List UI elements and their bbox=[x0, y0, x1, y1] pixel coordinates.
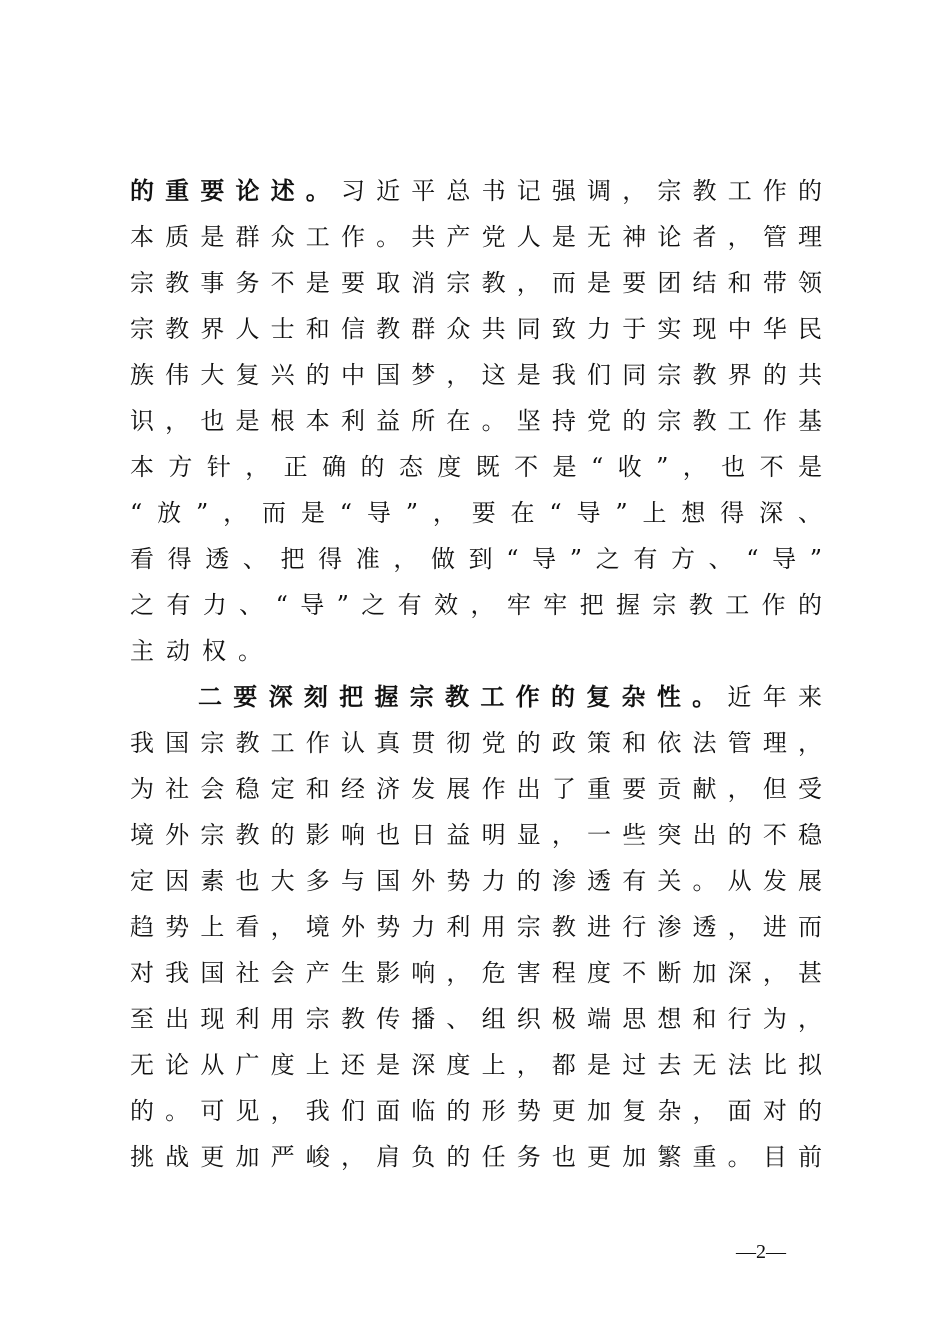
body-text-segment: 为社会稳定和经济发展作出了重要贡献，但受 bbox=[130, 775, 822, 803]
text-line bbox=[130, 398, 822, 444]
body-text-segment: 本方针，正确的态度既不是“收”，也不是 bbox=[130, 453, 822, 481]
text-line bbox=[130, 1042, 822, 1088]
text-line bbox=[130, 1134, 822, 1180]
text-line bbox=[130, 812, 822, 858]
body-text-segment: 无论从广度上还是深度上，都是过去无法比拟 bbox=[130, 1051, 822, 1079]
body-text-segment: 趋势上看，境外势力利用宗教进行渗透，进而 bbox=[130, 913, 822, 941]
body-text-segment: 挑战更加严峻，肩负的任务也更加繁重。目前 bbox=[130, 1143, 822, 1171]
bold-heading-text: 的重要论述。 bbox=[130, 176, 341, 205]
body-text-segment: 宗教界人士和信教群众共同致力于实现中华民 bbox=[130, 315, 822, 343]
body-text-segment: 的。可见，我们面临的形势更加复杂，面对的 bbox=[130, 1097, 822, 1125]
text-line bbox=[130, 674, 822, 720]
body-text-segment: “放”，而是“导”，要在“导”上想得深、 bbox=[130, 499, 822, 527]
text-line bbox=[130, 950, 822, 996]
document-body bbox=[130, 168, 822, 1180]
body-text-segment: 定因素也大多与国外势力的渗透有关。从发展 bbox=[130, 867, 822, 895]
body-text-segment: 之有力、“导”之有效，牢牢把握宗教工作的 bbox=[130, 591, 822, 619]
paragraph bbox=[130, 674, 822, 1180]
paragraph bbox=[130, 168, 822, 674]
body-text-segment: 看得透、把得准，做到“导”之有方、“导” bbox=[130, 545, 822, 573]
text-line bbox=[130, 490, 822, 536]
text-line bbox=[130, 306, 822, 352]
text-line bbox=[130, 536, 822, 582]
body-text-segment: 习近平总书记强调，宗教工作的 bbox=[340, 177, 823, 205]
text-line bbox=[130, 904, 822, 950]
body-text-segment: 本质是群众工作。共产党人是无神论者，管理 bbox=[130, 223, 822, 251]
text-line bbox=[130, 766, 822, 812]
body-text-segment: 宗教事务不是要取消宗教，而是要团结和带领 bbox=[130, 269, 822, 297]
body-text-segment: 我国宗教工作认真贯彻党的政策和依法管理， bbox=[130, 729, 822, 757]
body-text-segment: 至出现利用宗教传播、组织极端思想和行为， bbox=[130, 1005, 822, 1033]
text-line bbox=[130, 260, 822, 306]
text-line bbox=[130, 168, 822, 214]
page-number: —2— bbox=[736, 1241, 786, 1263]
text-line bbox=[130, 214, 822, 260]
text-line bbox=[130, 352, 822, 398]
text-line bbox=[130, 996, 822, 1042]
body-text-segment: 识，也是根本利益所在。坚持党的宗教工作基 bbox=[130, 407, 822, 435]
bold-heading-text: 二要深刻把握宗教工作的复杂性。 bbox=[198, 682, 728, 711]
body-text-segment: 境外宗教的影响也日益明显，一些突出的不稳 bbox=[130, 821, 822, 849]
body-text-segment: 主动权。 bbox=[130, 637, 274, 665]
text-line bbox=[130, 1088, 822, 1134]
text-line bbox=[130, 858, 822, 904]
body-text-segment: 近年来 bbox=[727, 683, 823, 711]
text-line bbox=[130, 582, 822, 628]
text-line bbox=[130, 444, 822, 490]
body-text-segment: 对我国社会产生影响，危害程度不断加深，甚 bbox=[130, 959, 822, 987]
body-text-segment: 族伟大复兴的中国梦，这是我们同宗教界的共 bbox=[130, 361, 822, 389]
text-line bbox=[130, 628, 822, 674]
text-line bbox=[130, 720, 822, 766]
